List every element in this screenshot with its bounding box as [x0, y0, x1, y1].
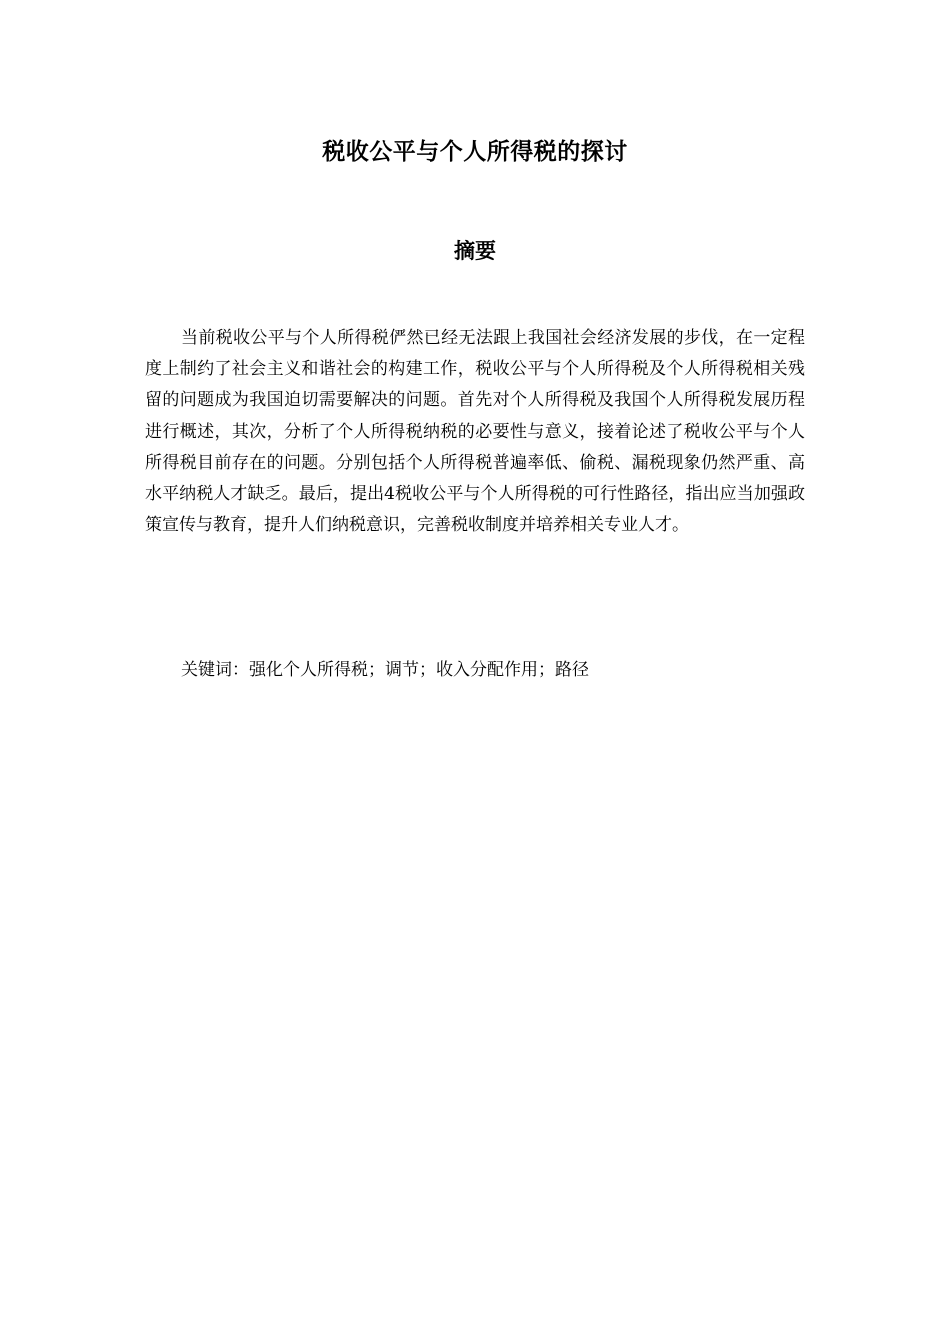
- keywords-line: 关键词：强化个人所得税；调节；收入分配作用；路径: [181, 660, 589, 680]
- abstract-heading: 摘要: [454, 239, 496, 263]
- document-title: 税收公平与个人所得税的探讨: [322, 139, 628, 165]
- abstract-paragraph: 当前税收公平与个人所得税俨然已经无法跟上我国社会经济发展的步伐，在一定程度上制约了社会主义和谐社会的构建工作，税收公平与个人所得税及个人所得税相关残留的问题成为我国迫切需要解决的问题。首先对个人所得税及我国个人所得税发展历程进行概述，其次，分析了个人所得税纳税的必要性与意义，接着论述了税收公平与个人所得税目前存在的问题。分别包括个人所得税普遍率低、偷税、漏税现象仍然严重、高水平纳税人才缺乏。最后，提出4税收公平与个人所得税的可行性路径，指出应当加强政策宣传与教育，提升人们纳税意识，完善税收制度并培养相关专业人才。: [145, 328, 805, 536]
